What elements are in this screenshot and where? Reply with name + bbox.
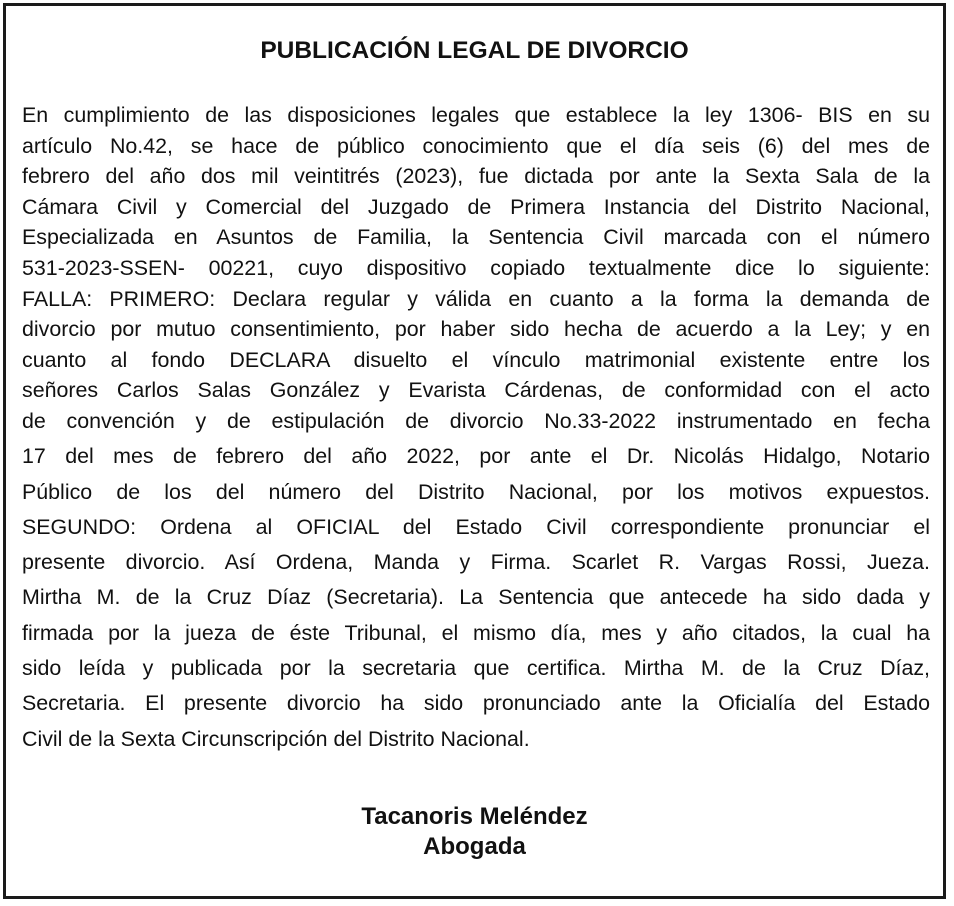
body-line: artículo No.42, se hace de público conocimiento que el día seis (6) del mes de — [22, 133, 930, 158]
body-line: 531-2023-SSEN- 00221, cuyo dispositivo copiado textualmente dice lo siguiente: — [22, 255, 930, 280]
body-line: SEGUNDO: Ordena al OFICIAL del Estado Civil correspondiente pronunciar el — [22, 514, 930, 539]
notice-body-part-2 — [22, 404, 930, 757]
body-line: Cámara Civil y Comercial del Juzgado de Primera Instancia del Distrito Nacional, — [22, 194, 930, 219]
signature-block — [6, 802, 943, 862]
body-line: Secretaria. El presente divorcio ha sido pronunciado ante la Oficialía del Estado — [22, 691, 930, 716]
body-line: señores Carlos Salas González y Evarista Cárdenas, de conformidad con el acto — [22, 378, 930, 403]
legal-notice-box — [3, 3, 946, 899]
body-line: de convención y de estipulación de divorcio No.33-2022 instrumentado en fecha — [22, 409, 930, 433]
signature-role: Abogada — [423, 833, 526, 860]
body-line: En cumplimiento de las disposiciones legales que establece la ley 1306- BIS en su — [22, 103, 930, 127]
body-line: sido leída y publicada por la secretaria que certifica. Mirtha M. de la Cruz Díaz, — [22, 656, 930, 681]
body-line: Especializada en Asuntos de Familia, la Sentencia Civil marcada con el número — [22, 225, 930, 250]
body-line: FALLA: PRIMERO: Declara regular y válida en cuanto a la forma la demanda de — [22, 286, 930, 311]
body-line-last: Civil de la Sexta Circunscripción del Distrito Nacional. — [22, 726, 530, 751]
body-line: firmada por la jueza de éste Tribunal, el mismo día, mes y año citados, la cual ha — [22, 620, 930, 645]
body-line: 17 del mes de febrero del año 2022, por ante el Dr. Nicolás Hidalgo, Notario — [22, 444, 930, 469]
body-line: Público de los del número del Distrito Nacional, por los motivos expuestos. — [22, 479, 930, 504]
body-line: febrero del año dos mil veintitrés (2023), fue dictada por ante la Sexta Sala de la — [22, 164, 930, 189]
body-line: presente divorcio. Así Ordena, Manda y Firma. Scarlet R. Vargas Rossi, Jueza. — [22, 550, 930, 575]
signature-name: Tacanoris Meléndez — [361, 803, 588, 830]
body-line: cuanto al fondo DECLARA disuelto el vínculo matrimonial existente entre los — [22, 347, 930, 372]
body-line: divorcio por mutuo consentimiento, por haber sido hecha de acuerdo a la Ley; y en — [22, 317, 930, 342]
notice-title: PUBLICACIÓN LEGAL DE DIVORCIO — [260, 37, 689, 64]
notice-body-part-1 — [22, 100, 930, 406]
body-line: Mirtha M. de la Cruz Díaz (Secretaria). La Sentencia que antecede ha sido dada y — [22, 585, 930, 610]
